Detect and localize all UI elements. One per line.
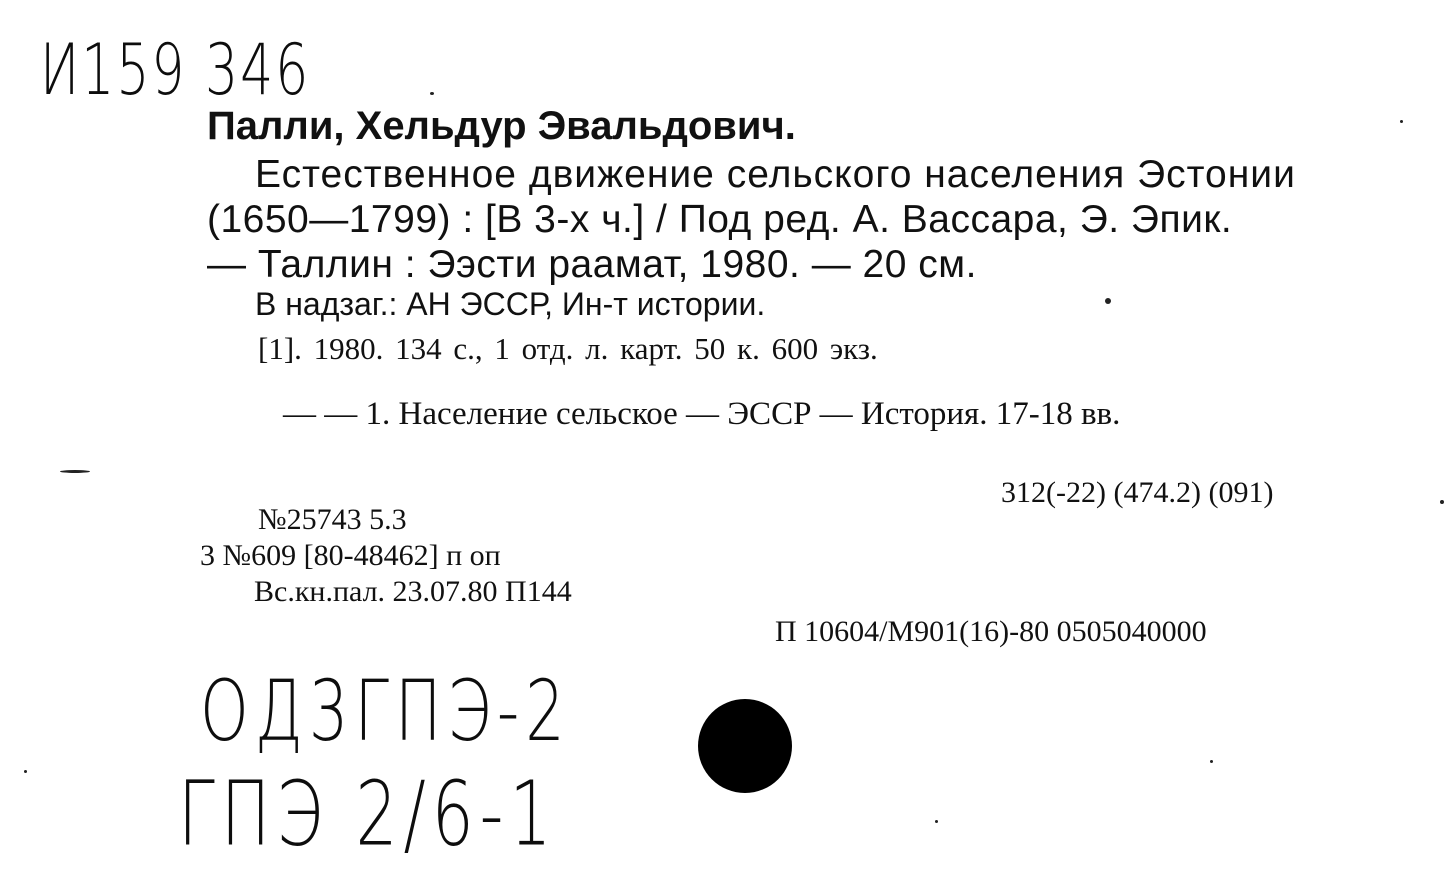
scan-speck [24,770,27,773]
title-line-3: — Таллин : Ээсти раамат, 1980. — 20 см. [207,243,977,286]
shelf-mark-handwritten-2: ГПЭ 2/6-1 [178,761,558,866]
card-number-line-3: Вс.кн.пал. 23.07.80 П144 [254,575,572,608]
card-number-line-1: №25743 5.3 [258,503,407,536]
call-number-handwritten: И159 346 [40,30,311,112]
bbk-code: П 10604/М901(16)-80 0505040000 [775,615,1207,648]
scan-speck [1440,500,1444,504]
title-line-1: Естественное движение сельского населения Эстонии [255,153,1296,196]
pagination-line: [1]. 1980. 134 с., 1 отд. л. карт. 50 к. 600 экз. [258,331,878,366]
subject-heading: — — 1. Население сельское — ЭССР — История. 17-18 вв. [283,396,1121,432]
scan-speck [60,470,90,473]
punch-hole [698,699,792,793]
scan-speck [935,820,938,823]
scan-speck [1400,120,1403,123]
udc-index: 312(-22) (474.2) (091) [1001,476,1274,509]
scan-speck [1210,760,1213,763]
title-line-2: (1650—1799) : [В 3-х ч.] / Под ред. А. Вассара, Э. Эпик. [207,198,1233,241]
header-note: В надзаг.: АН ЭССР, Ин-т истории. [255,286,766,322]
scan-speck [1105,298,1111,304]
author-heading: Палли, Хельдур Эвальдович. [207,104,796,148]
scan-speck [430,92,434,95]
card-number-line-2: 3 №609 [80-48462] п оп [200,539,501,572]
shelf-mark-handwritten-1: ОД3ГПЭ-2 [200,661,571,761]
